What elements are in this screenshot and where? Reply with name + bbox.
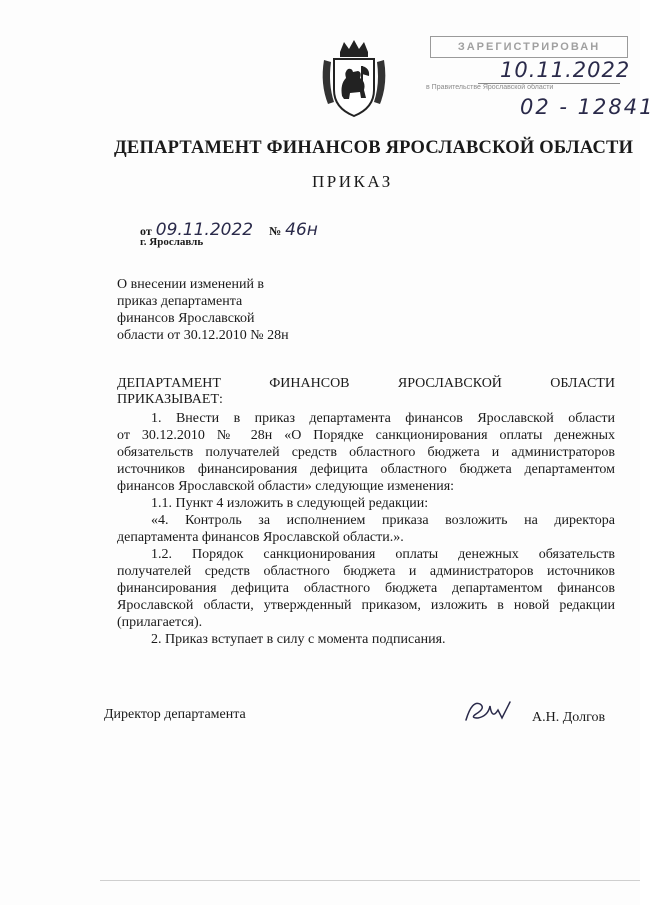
subject-line: приказ департамента — [117, 294, 243, 309]
preamble-action: ПРИКАЗЫВАЕТ: — [117, 392, 223, 407]
body-line: Ярославской области, утвержденный приказом, изложить в новой редакции — [117, 598, 615, 613]
stamp-label: ЗАРЕГИСТРИРОВАН — [430, 36, 628, 58]
signer-name: А.Н. Долгов — [532, 710, 606, 725]
scan-edge-line — [100, 880, 640, 881]
body-line: финансирования дефицита областного бюджета департаментом финансов — [117, 581, 615, 596]
handwritten-signature — [462, 696, 514, 726]
stamp-date: 10.11.2022 — [500, 58, 631, 82]
subject-line: О внесении изменений в — [117, 277, 265, 292]
order-date: 09.11.2022 — [155, 220, 254, 240]
order-subject — [117, 276, 289, 344]
preamble-word: ЯРОСЛАВСКОЙ — [397, 376, 502, 391]
body-line: обязательств получателей средств областного бюджета и администраторов — [117, 445, 615, 460]
body-line: департамента финансов Ярославской области.». — [117, 530, 404, 545]
stamp-caption: в Правительстве Ярославской области — [426, 84, 554, 91]
department-title: ДЕПАРТАМЕНТ ФИНАНСОВ ЯРОСЛАВСКОЙ ОБЛАСТИ — [114, 138, 634, 158]
order-number: 46н — [285, 220, 318, 240]
signer-position: Директор департамента — [104, 707, 246, 722]
subject-line: финансов Ярославской — [117, 311, 255, 326]
number-prefix: № — [269, 224, 282, 238]
body-line: «4. Контроль за исполнением приказа возложить на директора — [151, 513, 615, 528]
preamble-word: ДЕПАРТАМЕНТ — [117, 376, 221, 391]
preamble-word: ФИНАНСОВ — [269, 376, 350, 391]
body-line: получателей средств областного бюджета и администраторов источников — [117, 564, 615, 579]
stamp-number: 02 - 12841 — [520, 95, 654, 119]
date-prefix: от — [140, 224, 152, 238]
preamble — [117, 376, 615, 392]
body-line: от 30.12.2010 № 28н «О Порядке санкционирования оплаты денежных — [117, 428, 615, 443]
body-line: финансов Ярославской области» следующие изменения: — [117, 479, 455, 494]
document-type: ПРИКАЗ — [312, 172, 393, 191]
subject-line: области от 30.12.2010 № 28н — [117, 328, 289, 343]
body-line: 1. Внести в приказ департамента финансов Ярославской области — [151, 411, 615, 426]
body-line: 2. Приказ вступает в силу с момента подписания. — [151, 632, 446, 647]
coat-of-arms-emblem — [318, 38, 390, 120]
preamble-word: ОБЛАСТИ — [550, 376, 615, 391]
order-body — [117, 410, 615, 648]
body-line: 1.2. Порядок санкционирования оплаты денежных обязательств — [151, 547, 615, 562]
body-line: 1.1. Пункт 4 изложить в следующей редакции: — [151, 496, 429, 511]
registration-stamp — [422, 36, 654, 128]
body-line: (прилагается). — [117, 615, 203, 630]
body-line: источников финансирования дефицита областного бюджета департаментом — [117, 462, 615, 477]
city: г. Ярославль — [140, 236, 204, 248]
